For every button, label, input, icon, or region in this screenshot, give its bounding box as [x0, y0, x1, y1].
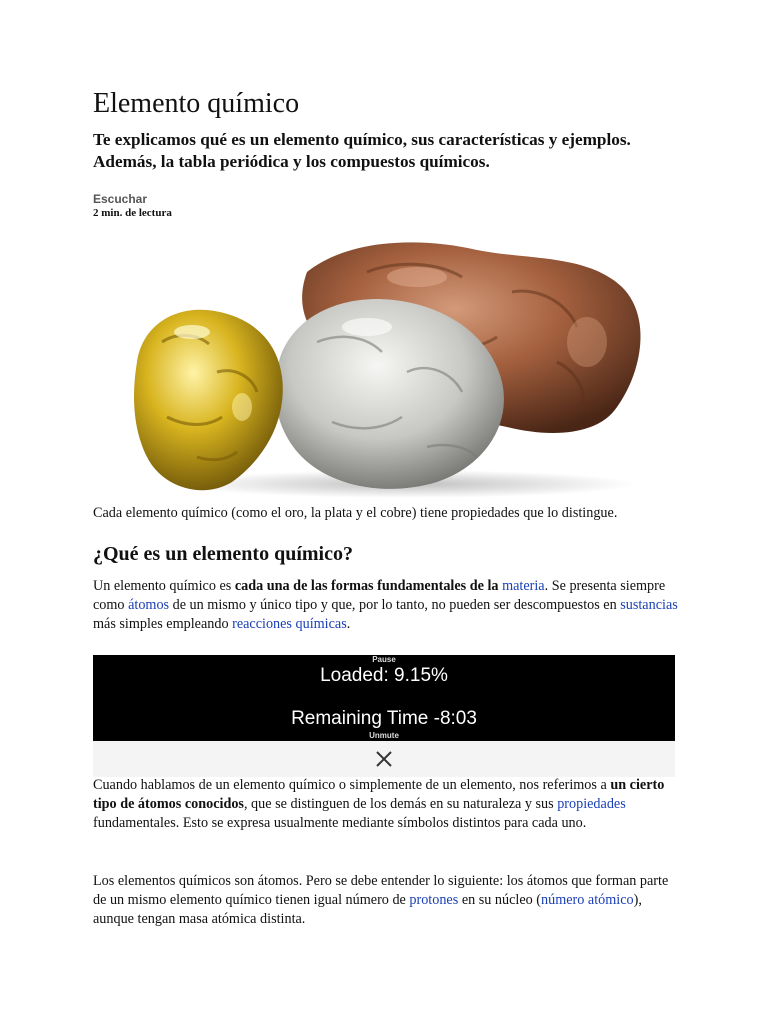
text: más simples empleando	[93, 616, 233, 632]
section-heading: ¿Qué es un elemento químico?	[93, 543, 353, 565]
paragraph-protons	[93, 872, 683, 929]
link-sustancias[interactable]: sustancias	[620, 597, 678, 613]
paragraph-atom-types	[93, 776, 683, 833]
link-propiedades[interactable]: propiedades	[557, 796, 626, 812]
text: de un mismo y único tipo y que, por lo tanto, no pueden ser descompuestos en	[169, 597, 621, 613]
text: . Se presenta siempre como	[93, 578, 666, 613]
hero-image-metal-nuggets	[117, 232, 657, 500]
article-lead: Te explicamos qué es un elemento químico, sus características y ejemplos. Además, la tabla periódica y los compuestos químicos.	[93, 130, 631, 171]
link-reacciones-quimicas[interactable]: reacciones químicas	[232, 616, 347, 632]
loaded-status: Loaded: 9.15%	[320, 665, 448, 686]
listen-button[interactable]: Escuchar	[93, 192, 148, 206]
paragraph-definition	[93, 577, 683, 634]
text: ), aunque tengan masa atómica distinta.	[93, 892, 642, 927]
text: , que se distinguen de los demás en su naturaleza y sus	[243, 796, 558, 812]
text: Cuando hablamos de un elemento químico o simplemente de un elemento, nos referimos a	[93, 777, 611, 793]
link-atomos[interactable]: átomos	[128, 597, 170, 613]
remaining-time: Remaining Time -8:03	[291, 708, 477, 729]
link-protones[interactable]: protones	[409, 892, 459, 908]
text: fundamentales. Esto se expresa usualmente mediante símbolos distintos para cada uno.	[93, 815, 587, 831]
text: Los elementos químicos son átomos. Pero se debe entender lo siguiente: los átomos que forman parte de un mismo elemento químico tienen igual número de	[93, 873, 669, 908]
unmute-button[interactable]: Unmute	[369, 731, 399, 740]
ad-close-bar	[93, 741, 675, 777]
image-caption: Cada elemento químico (como el oro, la plata y el cobre) tiene propiedades que lo distingue.	[93, 505, 618, 521]
bold-text: un cierto tipo de átomos conocidos	[93, 777, 665, 812]
text: .	[346, 616, 351, 632]
close-icon[interactable]	[373, 748, 395, 770]
read-time: 2 min. de lectura	[93, 207, 172, 219]
gold-nugget	[134, 310, 283, 491]
text: en su núcleo (	[458, 892, 542, 908]
video-ad-player[interactable]	[93, 655, 675, 741]
text: Un elemento químico es	[93, 578, 235, 594]
page-title: Elemento químico	[93, 88, 300, 119]
pause-button[interactable]: Pause	[372, 655, 396, 664]
link-materia[interactable]: materia	[502, 578, 545, 594]
bold-text: cada una de las formas fundamentales de la	[234, 578, 499, 594]
link-numero-atomico[interactable]: número atómico	[541, 892, 634, 908]
